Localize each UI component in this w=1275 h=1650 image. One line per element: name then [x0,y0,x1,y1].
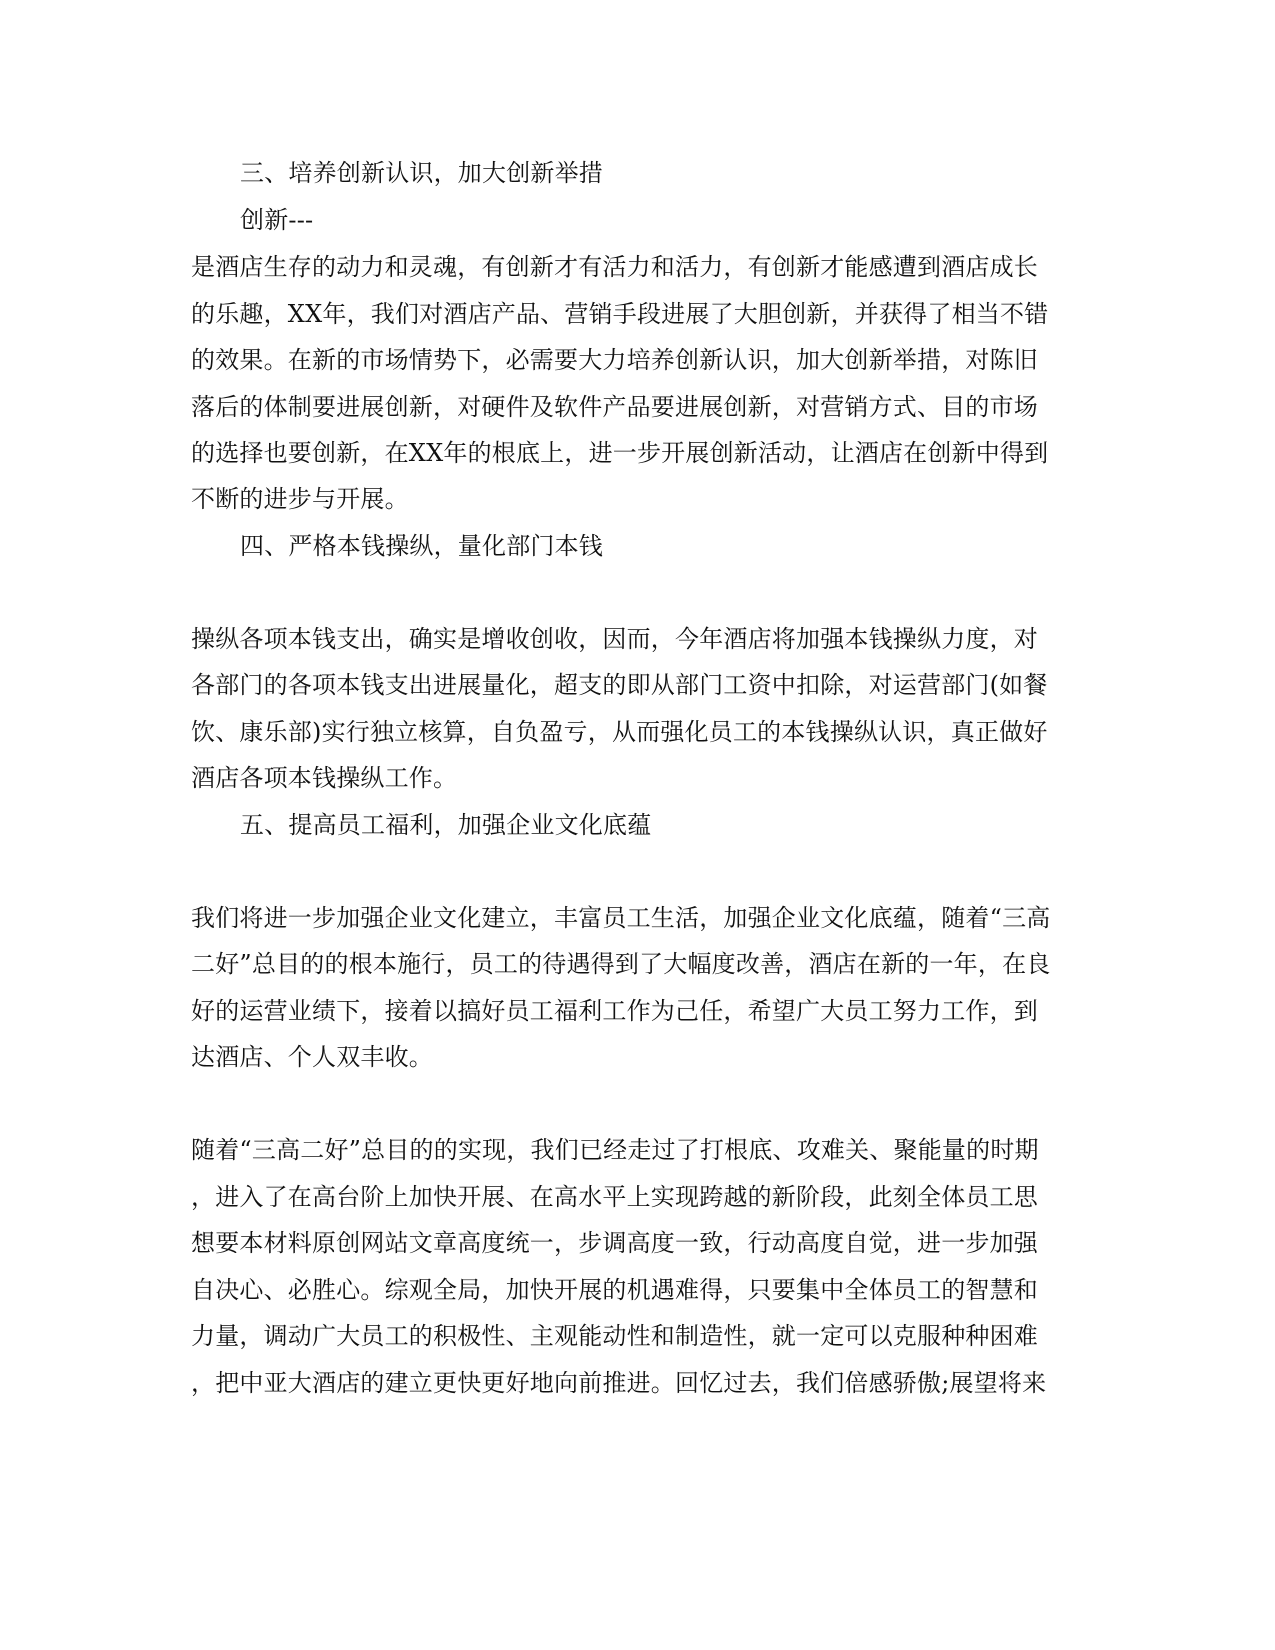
paragraph-line: 各部门的各项本钱支出进展量化，超支的即从部门工资中扣除，对运营部门(如餐 [191,671,1048,699]
paragraph-line: 的乐趣，XX年，我们对酒店产品、营销手段进展了大胆创新，并获得了相当不错 [191,300,1049,328]
paragraph-line: 想要本材料原创网站文章高度统一，步调高度一致，行动高度自觉，进一步加强 [191,1229,1038,1257]
paragraph-line: 落后的体制要进展创新，对硬件及软件产品要进展创新，对营销方式、目的市场 [191,393,1038,421]
heading-section-3: 三、培养创新认识，加大创新举措 [240,159,603,187]
paragraph-line: 饮、康乐部)实行独立核算，自负盈亏，从而强化员工的本钱操纵认识，真正做好 [191,718,1048,746]
paragraph-line: 达酒店、个人双丰收。 [191,1043,433,1071]
paragraph-line: 二好”总目的的根本施行，员工的待遇得到了大幅度改善，酒店在新的一年，在良 [191,950,1051,978]
heading-section-5: 五、提高员工福利，加强企业文化底蕴 [240,811,652,839]
paragraph-line: 酒店各项本钱操纵工作。 [191,764,458,792]
paragraph-line: 的选择也要创新，在XX年的根底上，进一步开展创新活动，让酒店在创新中得到 [191,439,1049,467]
paragraph-line: 是酒店生存的动力和灵魂，有创新才有活力和活力，有创新才能感遭到酒店成长 [191,253,1038,281]
paragraph-line: 我们将进一步加强企业文化建立，丰富员工生活，加强企业文化底蕴，随着“三高 [191,904,1051,932]
paragraph-line: 力量，调动广大员工的积极性、主观能动性和制造性，就一定可以克服种种困难 [191,1322,1038,1350]
paragraph-line: 创新--- [240,206,314,234]
paragraph-line: 随着“三高二好”总目的的实现，我们已经走过了打根底、攻难关、聚能量的时期 [191,1136,1039,1164]
paragraph-line: 的效果。在新的市场情势下，必需要大力培养创新认识，加大创新举措，对陈旧 [191,346,1038,374]
paragraph-line: 自决心、必胜心。综观全局，加快开展的机遇难得，只要集中全体员工的智慧和 [191,1276,1038,1304]
paragraph-line: 操纵各项本钱支出，确实是增收创收，因而，今年酒店将加强本钱操纵力度，对 [191,625,1038,653]
paragraph-line: 好的运营业绩下，接着以搞好员工福利工作为己任，希望广大员工努力工作，到 [191,997,1038,1025]
paragraph-line: 不断的进步与开展。 [191,485,409,513]
paragraph-line: ，进入了在高台阶上加快开展、在高水平上实现跨越的新阶段，此刻全体员工思 [191,1183,1038,1211]
paragraph-line: ，把中亚大酒店的建立更快更好地向前推进。回忆过去，我们倍感骄傲;展望将来 [191,1369,1047,1397]
heading-section-4: 四、严格本钱操纵，量化部门本钱 [240,532,603,560]
